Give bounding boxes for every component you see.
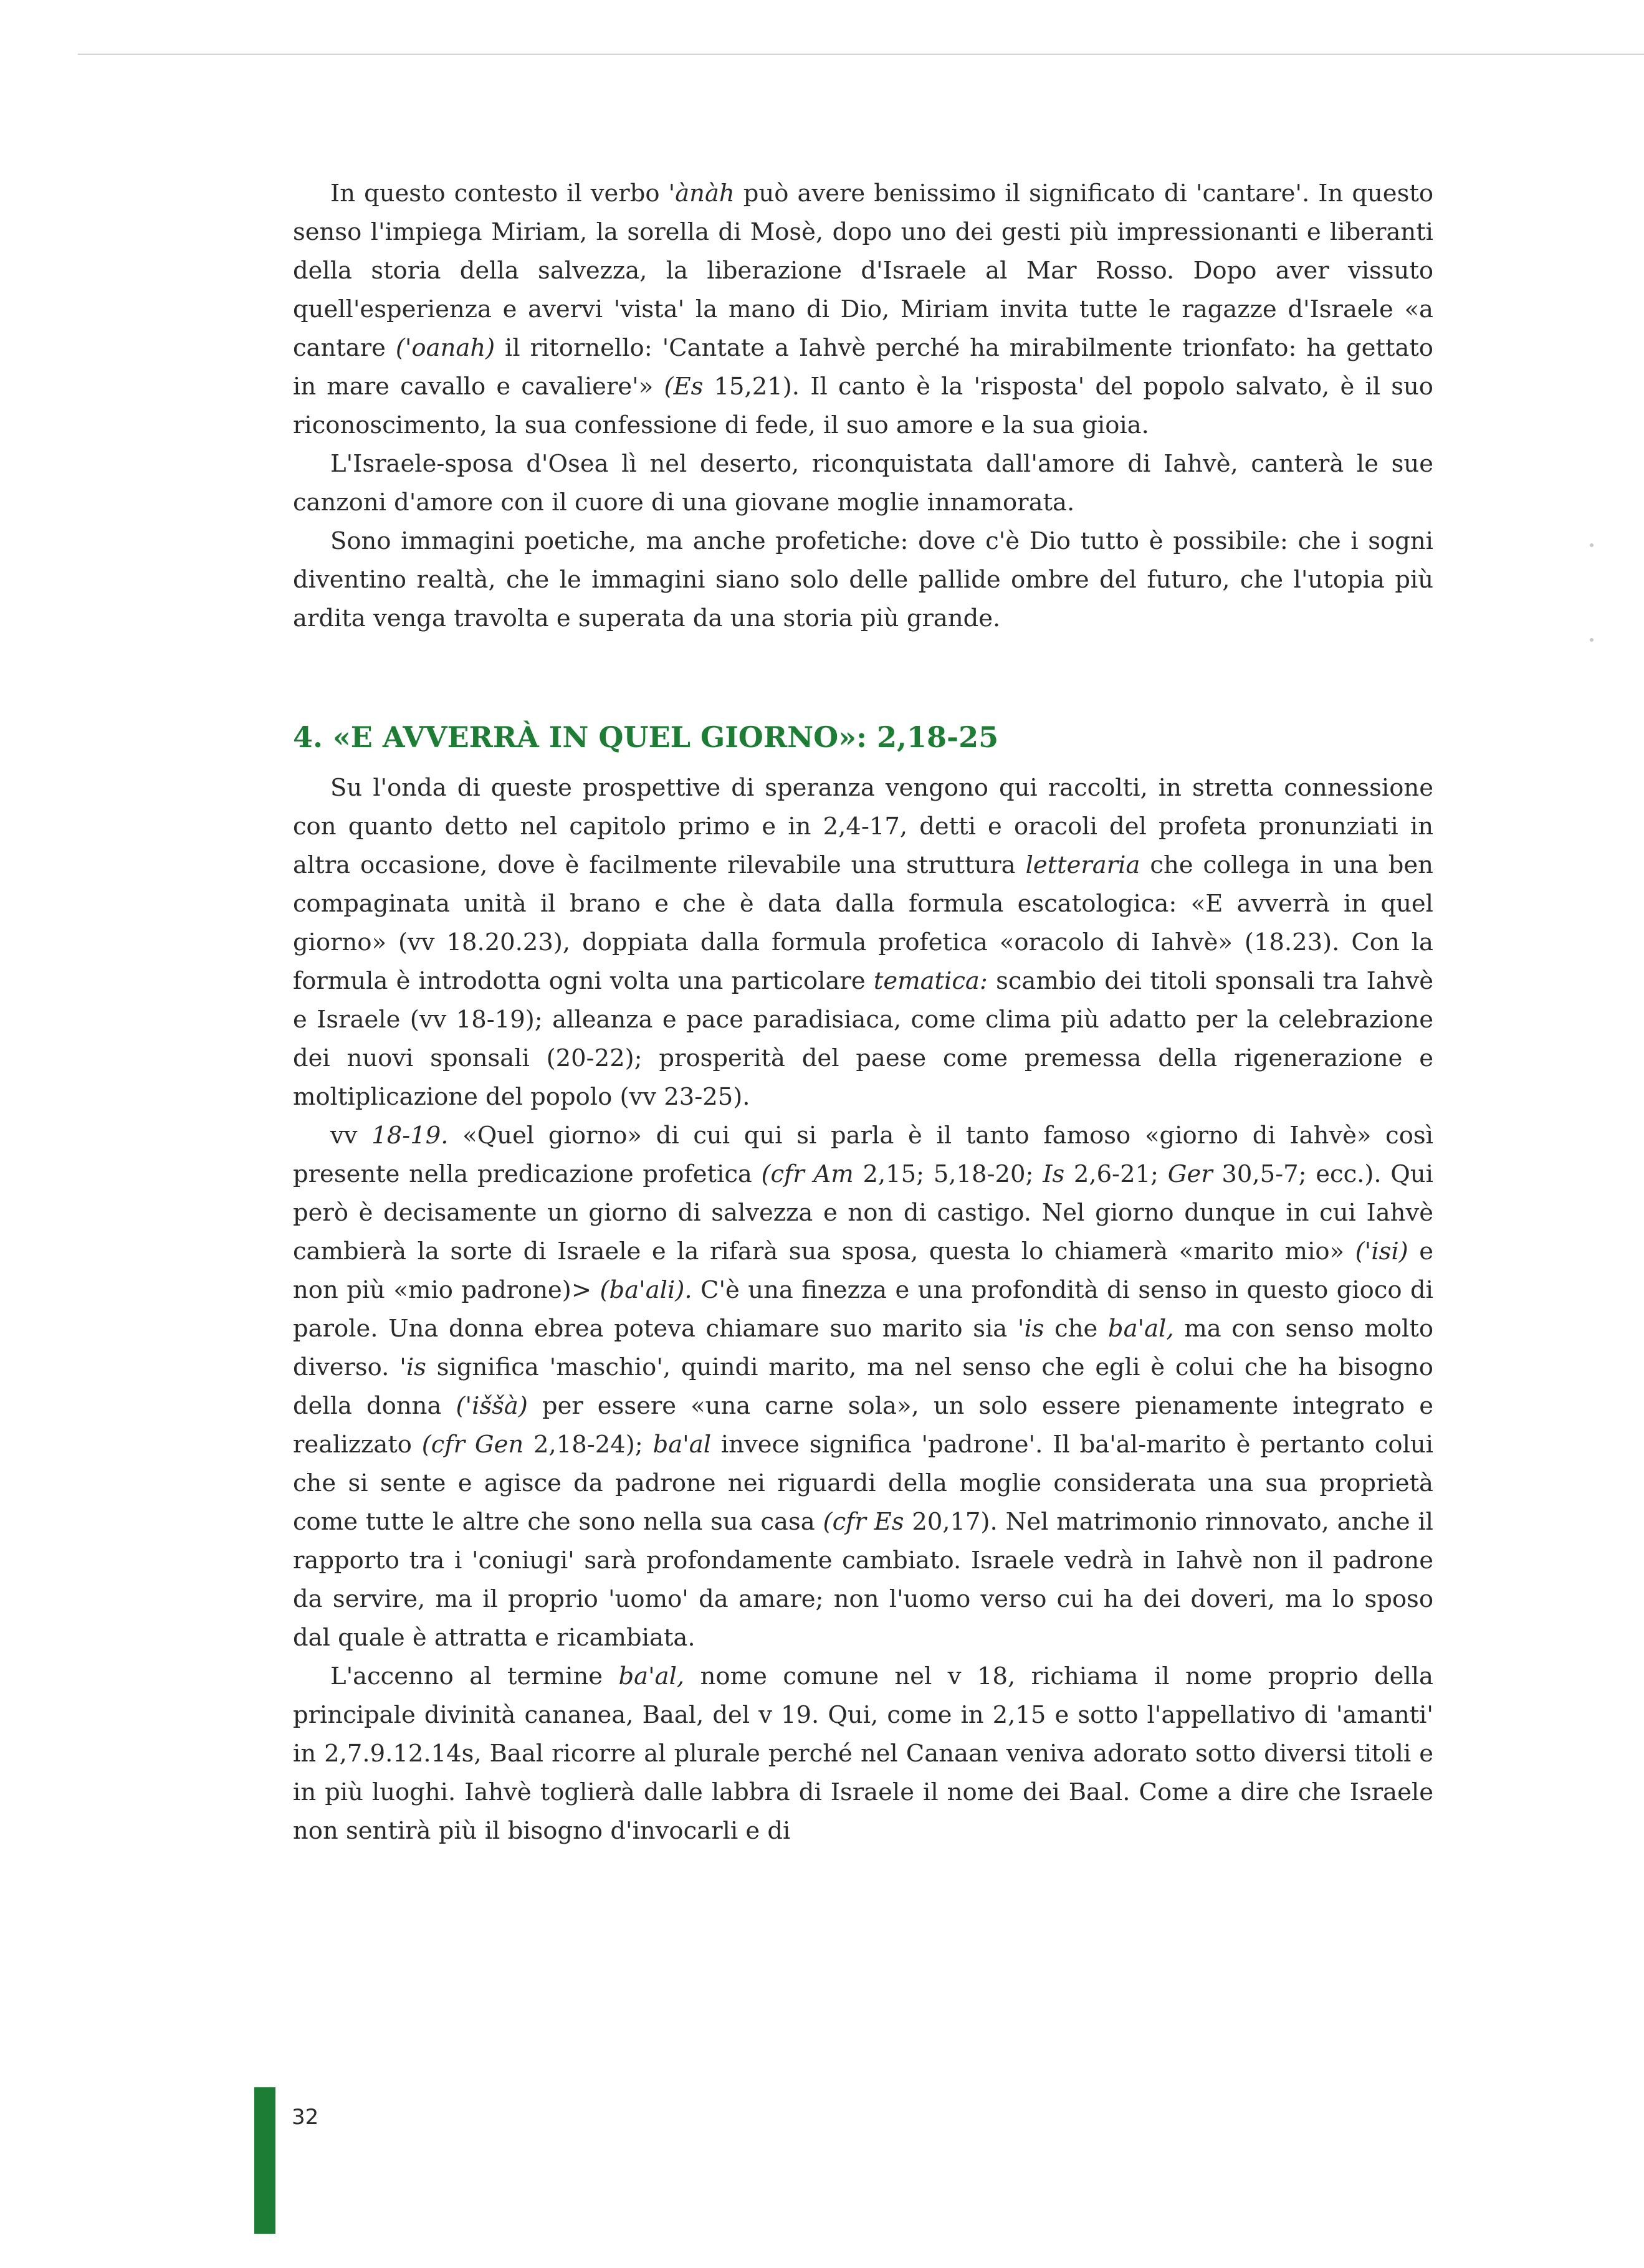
paragraphs-after-section xyxy=(293,769,1433,1851)
text-run: Sono immagini poetiche, ma anche profetiche: dove c'è Dio tutto è possibile: che i sogni diventino realtà, che le immagini siano solo delle pallide ombre del futuro, che l'utopia più ardita venga travolta e superata da una storia più grande. xyxy=(293,527,1433,632)
italic-run: 'is xyxy=(399,1353,426,1381)
text-run: 2,15; 5,18-20; xyxy=(853,1160,1043,1188)
text-run: 30,5-7; ecc.). Qui però è decisamente un giorno di salvezza e non di castigo. Nel giorno dunque in cui Iahvè cambierà la sorte di Israele e la rifarà sua sposa, questa lo chiamerà «marito mio» xyxy=(293,1160,1433,1265)
italic-run: Ger xyxy=(1167,1160,1213,1188)
italic-run: ba'al, xyxy=(618,1662,685,1690)
text-run: il ritornello: 'Cantate a Iahvè perché ha mirabilmente trionfato: ha gettato in mare cavallo e cavaliere'» xyxy=(293,334,1433,401)
italic-run: (Es xyxy=(664,373,704,401)
top-rule xyxy=(78,54,1644,55)
text-run: invece significa 'padrone'. Il ba'al-marito è pertanto colui che si sente e agisce da padrone nei riguardi della moglie considerata una sua proprietà come tutte le altre che sono nella sua casa xyxy=(293,1431,1433,1536)
text-run: 2,18-24); xyxy=(523,1431,653,1459)
text-run: In questo contesto il verbo xyxy=(330,179,669,207)
margin-dot xyxy=(1590,543,1594,547)
italic-run: ('oanah) xyxy=(395,334,495,362)
paragraphs-before-section xyxy=(293,174,1433,638)
text-run: scambio dei titoli sponsali tra Iahvè e Israele (vv 18-19); alleanza e pace paradisiaca, come clima più adatto per la celebrazione dei nuovi sponsali (20-22); prosperità del paese come premessa della rigenerazione e moltiplicazione del popolo (vv 23-25). xyxy=(293,967,1434,1111)
text-run: che collega in una ben compaginata unità il brano e che è data dalla formula escatologica: «E avverrà in quel giorno» (vv 18.20.23), doppiata dalla formula profetica «oracolo di Iahvè» (18.23). Con la formula è introdotta ogni volta una particolare xyxy=(293,851,1433,995)
text-run: vv xyxy=(330,1122,372,1150)
italic-run: (cfr Gen xyxy=(421,1431,524,1459)
italic-run: (cfr Es xyxy=(823,1508,904,1536)
page-number: 32 xyxy=(292,2105,319,2130)
italic-run: tematica: xyxy=(873,967,988,995)
paragraph xyxy=(293,769,1433,1117)
italic-run: 'ànàh xyxy=(668,179,735,207)
text-run: Su l'onda di queste prospettive di speranza vengono qui raccolti, in stretta connessione con quanto detto nel capitolo primo e in 2,4-17, detti e oracoli del profeta pronunziati in altra occasione, dove è facilmente rilevabile una struttura xyxy=(293,774,1433,879)
text-run: per essere «una carne sola», un solo essere pienamente integrato e realizzato xyxy=(293,1392,1433,1459)
italic-run: ('isi) xyxy=(1355,1237,1408,1265)
paragraph xyxy=(293,1657,1433,1851)
paragraph xyxy=(293,1117,1433,1657)
paragraph xyxy=(293,174,1433,445)
italic-run: (cfr Am xyxy=(761,1160,854,1188)
paragraph xyxy=(293,522,1433,638)
italic-run: letteraria xyxy=(1025,851,1140,879)
text-run: 20,17). Nel matrimonio rinnovato, anche il rapporto tra i 'coniugi' sarà profondamente cambiato. Israele vedrà in Iahvè non il padrone da servire, ma il proprio 'uomo' da amare; non l'uomo verso cui ha dei doveri, ma lo sposo dal quale è attratta e ricambiata. xyxy=(293,1508,1433,1652)
text-run: ma con senso molto diverso. xyxy=(293,1315,1434,1381)
text-run: 2,6-21; xyxy=(1064,1160,1168,1188)
text-run: nome comune nel v 18, richiama il nome proprio della principale divinità cananea, Baal, del v 19. Qui, come in 2,15 e sotto l'appellativo di 'amanti' in 2,7.9.12.14s, Baal ricorre al plurale perché nel Canaan veniva adorato sotto diversi titoli e in più luoghi. Iahvè toglierà dalle labbra di Israele il nome dei Baal. Come a dire che Israele non sentirà più il bisogno d'invocarli e di xyxy=(293,1662,1433,1845)
italic-run: ('iššà) xyxy=(456,1392,528,1420)
text-run: «Quel giorno» di cui qui si parla è il tanto famoso «giorno di Iahvè» così presente nella predicazione profetica xyxy=(293,1122,1433,1188)
text-run: e non più «mio padrone)> xyxy=(293,1237,1433,1304)
italic-run: (ba'ali). xyxy=(600,1276,692,1304)
text-run: può avere benissimo il significato di 'cantare'. In questo senso l'impiega Miriam, la sorella di Mosè, dopo uno dei gesti più impressionanti e liberanti della storia della salvezza, la liberazione d'Israele al Mar Rosso. Dopo aver vissuto quell'esperienza e avervi 'vista' la mano di Dio, Miriam invita tutte le ragazze d'Israele «a cantare xyxy=(293,179,1433,362)
text-run: C'è una finezza e una profondità di senso in questo gioco di parole. Una donna ebrea poteva chiamare suo marito sia xyxy=(293,1276,1433,1343)
text-run: L'Israele-sposa d'Osea lì nel deserto, riconquistata dall'amore di Iahvè, canterà le sue canzoni d'amore con il cuore di una giovane moglie innamorata. xyxy=(293,450,1433,517)
text-run: che xyxy=(1044,1315,1108,1343)
italic-run: ba'al xyxy=(652,1431,712,1459)
page-footer xyxy=(254,2087,441,2234)
section-heading: 4. «E AVVERRÀ IN QUEL GIORNO»: 2,18-25 xyxy=(293,720,999,754)
text-run: 15,21). Il canto è la 'risposta' del popolo salvato, è il suo riconoscimento, la sua confessione di fede, il suo amore e la sua gioia. xyxy=(293,373,1433,439)
margin-dot xyxy=(1590,638,1594,642)
italic-run: 'is xyxy=(1017,1315,1044,1343)
italic-run: Is xyxy=(1043,1160,1065,1188)
text-column xyxy=(293,174,1433,1851)
footer-green-bar xyxy=(254,2087,275,2234)
text-run: L'accenno al termine xyxy=(330,1662,619,1690)
italic-run: 18-19. xyxy=(371,1122,449,1150)
paragraph xyxy=(293,445,1433,522)
text-run: significa 'maschio', quindi marito, ma nel senso che egli è colui che ha bisogno della donna xyxy=(293,1353,1433,1420)
italic-run: ba'al, xyxy=(1107,1315,1174,1343)
